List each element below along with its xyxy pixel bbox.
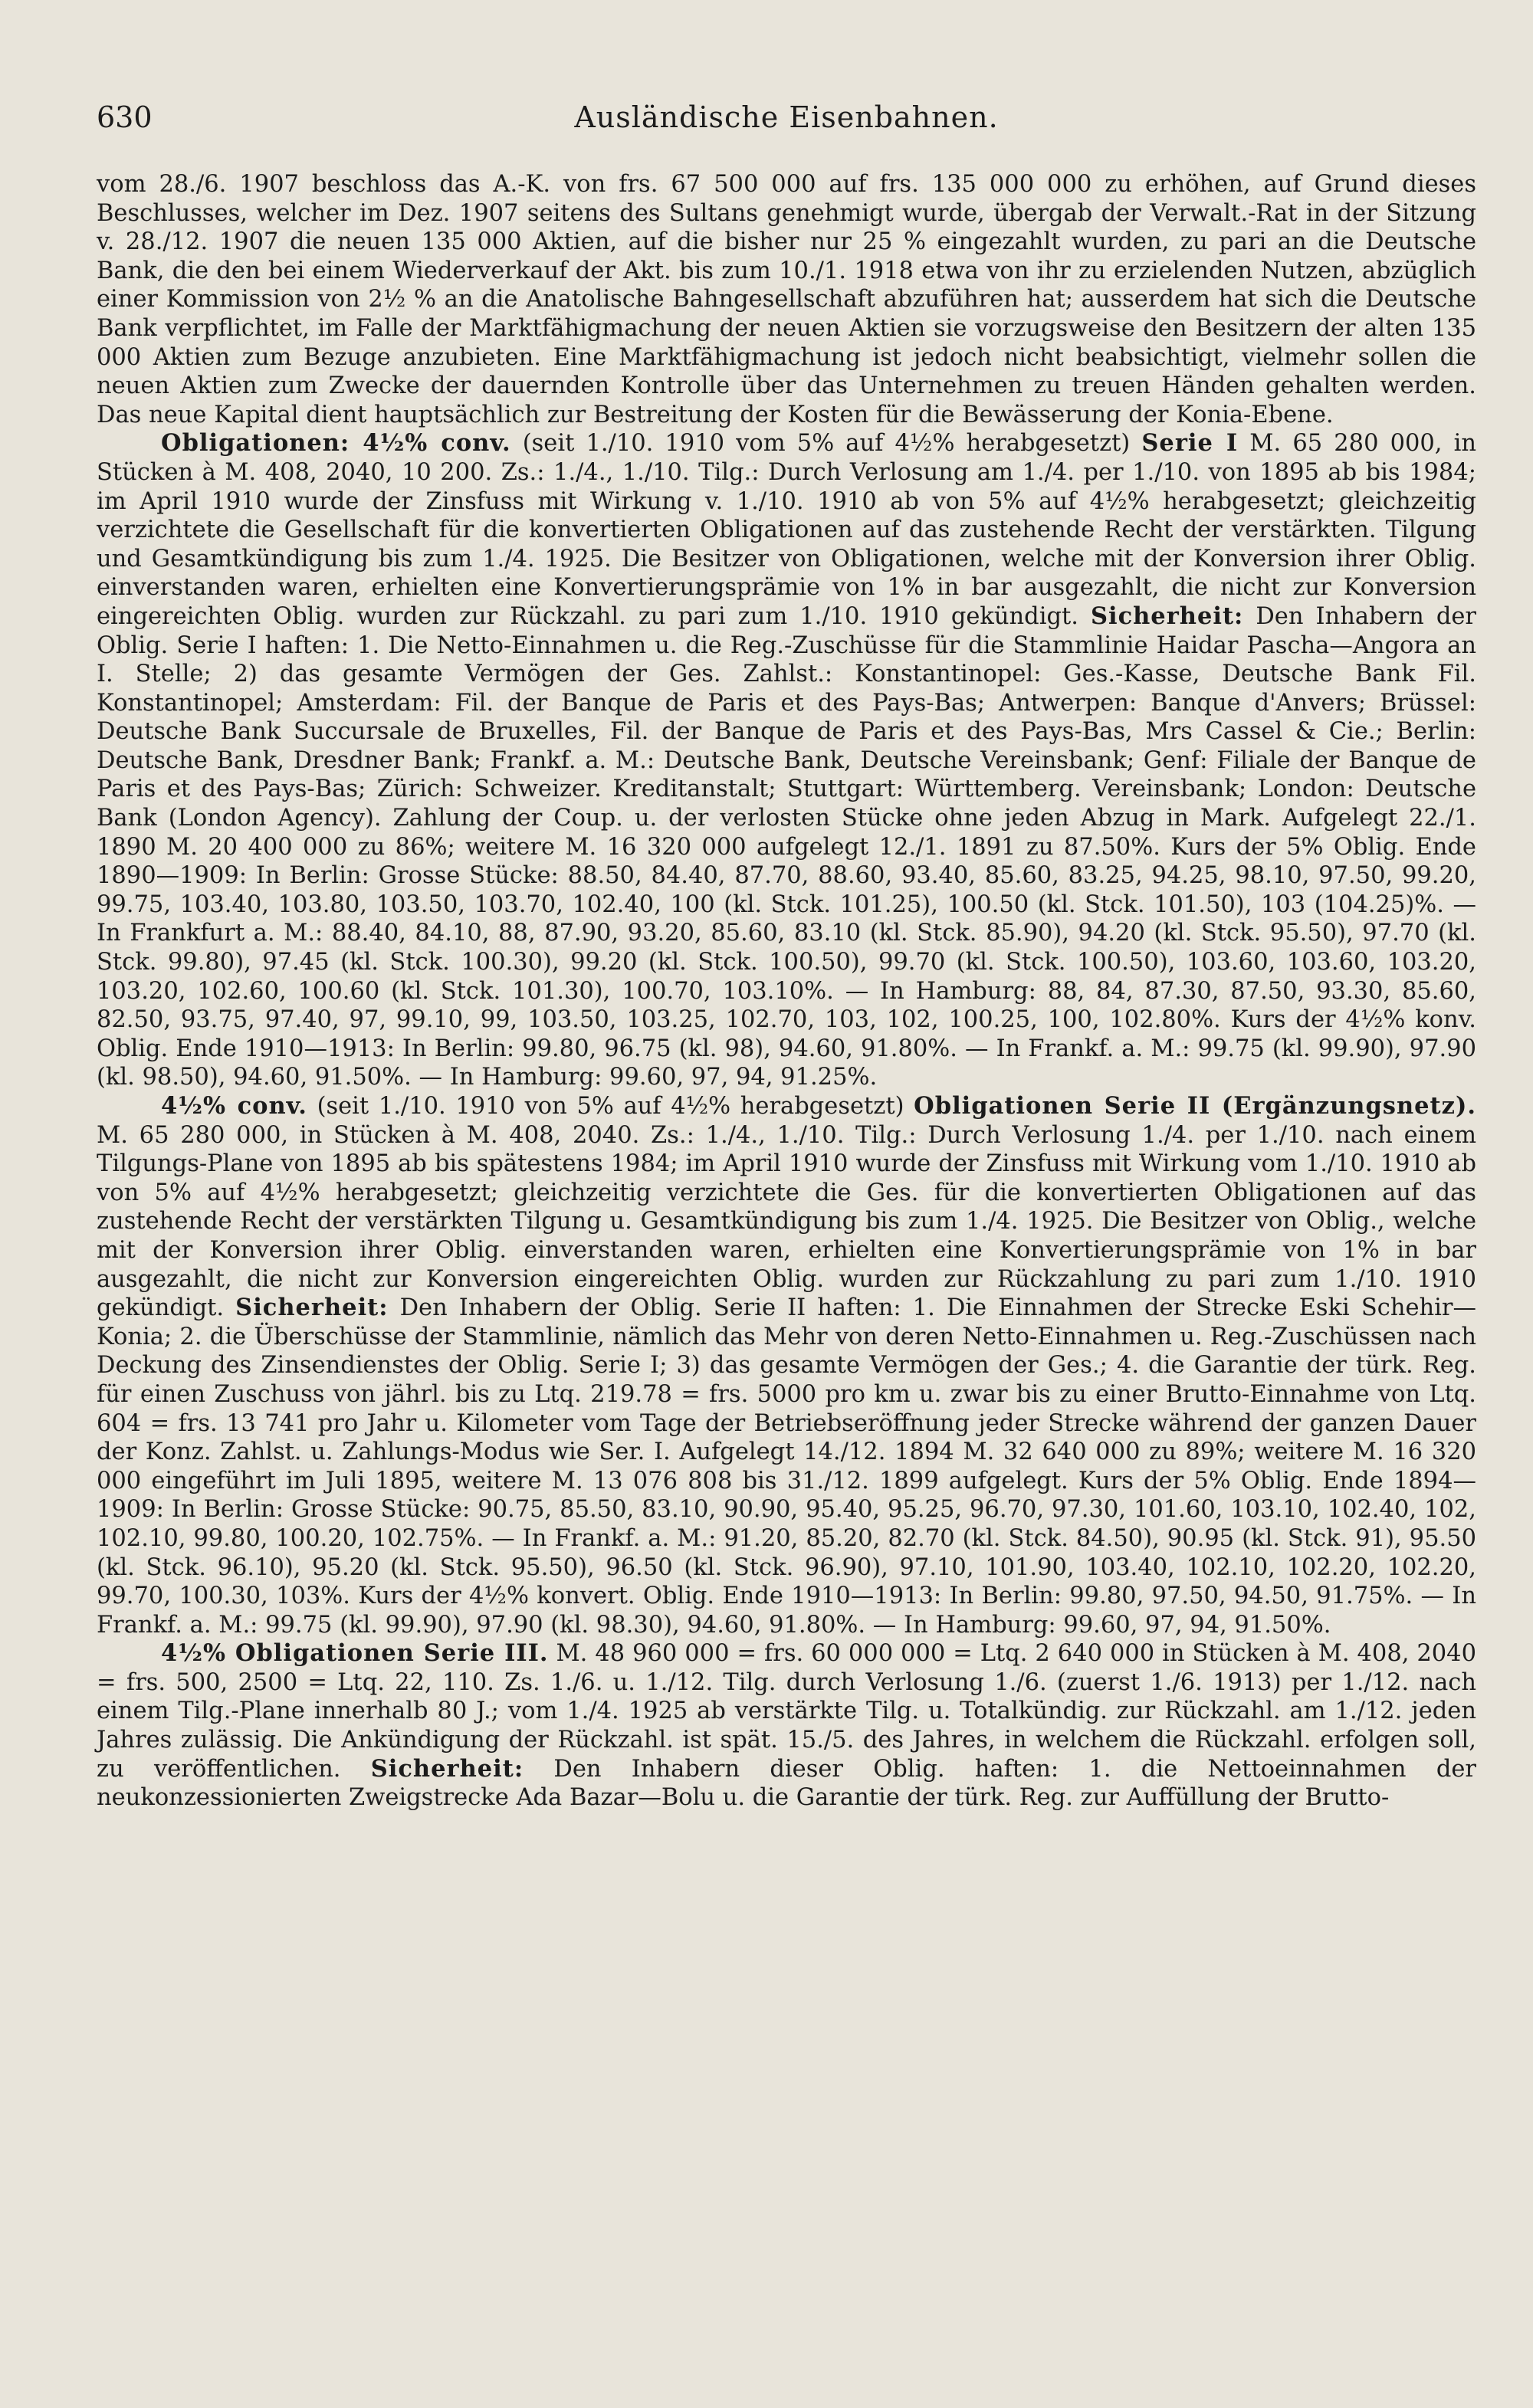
bold-heading: Sicherheit: — [1090, 602, 1244, 630]
bold-heading: Sicherheit: — [370, 1754, 524, 1783]
text-run: (seit 1./10. 1910 vom 5% auf 4½% herabgesetzt) — [510, 430, 1142, 458]
paragraph — [97, 1092, 1476, 1639]
running-title: Ausländische Eisenbahnen. — [574, 100, 999, 134]
page-header — [97, 90, 1476, 144]
bold-heading: Sicherheit: — [235, 1294, 389, 1322]
paragraph — [97, 170, 1476, 429]
paragraph — [97, 429, 1476, 1092]
text-run: Den Inhabern der Oblig. Serie II haften: 1. Die Einnahmen der Strecke Eski Schehir—Konia; 2. die Überschüsse der Stammlinie, nämlich das Mehr von deren Netto-Einnahmen u. Reg.-Zuschüssen nach Deckung des Zinsendienstes der Oblig. Serie I; 3) das gesamte Vermögen der Ges.; 4. die Garantie der türk. Reg. für einen Zuschuss von jährl. bis zu Ltq. 219.78 = frs. 5000 pro km u. zwar bis zu einer Brutto-Einnahme von Ltq. 604 = frs. 13 741 pro Jahr u. Kilometer vom Tage der Betriebseröffnung jeder Strecke während der ganzen Dauer der Konz. Zahlst. u. Zahlungs-Modus wie Ser. I. Aufgelegt 14./12. 1894 M. 32 640 000 zu 89%; weitere M. 16 320 000 eingeführt im Juli 1895, weitere M. 13 076 808 bis 31./12. 1899 aufgelegt. Kurs der 5% Oblig. Ende 1894—1909: In Berlin: Grosse Stücke: 90.75, 85.50, 83.10, 90.90, 95.40, 95.25, 96.70, 97.30, 101.60, 103.10, 102.40, 102, 102.10, 99.80, 100.20, 102.75%. — In Frankf. a. M.: 91.20, 85.20, 82.70 (kl. Stck. 84.50), 90.95 (kl. Stck. 91), 95.50 (kl. Stck. 96.10), 95.20 (kl. Stck. 95.50), 96.50 (kl. Stck. 96.90), 97.10, 101.90, 103.40, 102.10, 102.20, 102.20, 99.70, 100.30, 103%. Kurs der 4½% konvert. Oblig. Ende 1910—1913: In Berlin: 99.80, 97.50, 94.50, 91.75%. — In Frankf. a. M.: 99.75 (kl. 99.90), 97.90 (kl. 98.30), 94.60, 91.80%. — In Hamburg: 99.60, 97, 94, 91.50%. — [97, 1294, 1477, 1639]
body-text — [97, 170, 1476, 1813]
bold-heading: 4½% Obligationen Serie III. — [161, 1639, 549, 1668]
page-number: 630 — [97, 100, 153, 134]
text-run: M. 65 280 000, in Stücken à M. 408, 2040. Zs.: 1./4., 1./10. Tilg.: Durch Verlosung 1./4. per 1./10. nach einem Tilgungs-Plane von 1895 ab bis spätestens 1984; im April 1910 wurde der Zinsfuss mit Wirkung vom 1./10. 1910 ab von 5% auf 4½% herabgesetzt; gleichzeitig verzichtete die Ges. für die konvertierten Obligationen auf das zustehende Recht der verstärkten Tilgung u. Gesamtkündigung bis zum 1./4. 1925. Die Besitzer von Oblig., welche mit der Konversion ihrer Oblig. einverstanden waren, erhielten eine Konvertierungsprämie von 1% in bar ausgezahlt, die nicht zur Konversion eingereichten Oblig. wurden zur Rückzahlung zu pari zum 1./10. 1910 gekündigt. — [97, 1121, 1476, 1322]
bold-heading: 4½% conv. — [161, 1092, 307, 1120]
text-run: Den Inhabern dieser Oblig. haften: 1. die Nettoeinnahmen der neukonzessionierten Zweigstrecke Ada Bazar—Bolu u. die Garantie der türk. Reg. zur Auffüllung der Brutto- — [97, 1755, 1476, 1812]
text-run: M. 65 280 000, in Stücken à M. 408, 2040, 10 200. Zs.: 1./4., 1./10. Tilg.: Durch Verlosung am 1./4. per 1./10. von 1895 ab bis 1984; im April 1910 wurde der Zinsfuss mit Wirkung v. 1./10. 1910 ab von 5% auf 4½% herabgesetzt; gleichzeitig verzichtete die Gesellschaft für die konvertierten Obligationen auf das zustehende Recht der verstärkten. Tilgung und Gesamtkündigung bis zum 1./4. 1925. Die Besitzer von Obligationen, welche mit der Konversion ihrer Oblig. einverstanden waren, erhielten eine Konvertierungsprämie von 1% in bar ausgezahlt, die nicht zur Konversion eingereichten Oblig. wurden zur Rückzahl. zu pari zum 1./10. 1910 gekündigt. — [97, 430, 1476, 630]
bold-heading: Obligationen: 4½% conv. — [161, 429, 511, 458]
text-run: Den Inhabern der Oblig. Serie I haften: 1. Die Netto-Einnahmen u. die Reg.-Zuschüsse für die Stammlinie Haidar Pascha—Angora an I. Stelle; 2) das gesamte Vermögen der Ges. Zahlst.: Konstantinopel: Ges.-Kasse, Deutsche Bank Fil. Konstantinopel; Amsterdam: Fil. der Banque de Paris et des Pays-Bas; Antwerpen: Banque d'Anvers; Brüssel: Deutsche Bank Succursale de Bruxelles, Fil. der Banque de Paris et des Pays-Bas, Mrs Cassel & Cie.; Berlin: Deutsche Bank, Dresdner Bank; Frankf. a. M.: Deutsche Bank, Deutsche Vereinsbank; Genf: Filiale der Banque de Paris et des Pays-Bas; Zürich: Schweizer. Kreditanstalt; Stuttgart: Württemberg. Vereinsbank; London: Deutsche Bank (London Agency). Zahlung der Coup. u. der verlosten Stücke ohne jeden Abzug in Mark. Aufgelegt 22./1. 1890 M. 20 400 000 zu 86%; weitere M. 16 320 000 aufgelegt 12./1. 1891 zu 87.50%. Kurs der 5% Oblig. Ende 1890—1909: In Berlin: Grosse Stücke: 88.50, 84.40, 87.70, 88.60, 93.40, 85.60, 83.25, 94.25, 98.10, 97.50, 99.20, 99.75, 103.40, 103.80, 103.50, 103.70, 102.40, 100 (kl. Stck. 101.25), 100.50 (kl. Stck. 101.50), 103 (104.25)%. — In Frankfurt a. M.: 88.40, 84.10, 88, 87.90, 93.20, 85.60, 83.10 (kl. Stck. 85.90), 94.20 (kl. Stck. 95.50), 97.70 (kl. Stck. 99.80), 97.45 (kl. Stck. 100.30), 99.20 (kl. Stck. 100.50), 99.70 (kl. Stck. 100.50), 103.60, 103.60, 103.20, 103.20, 102.60, 100.60 (kl. Stck. 101.30), 100.70, 103.10%. — In Hamburg: 88, 84, 87.30, 87.50, 93.30, 85.60, 82.50, 93.75, 97.40, 97, 99.10, 99, 103.50, 103.25, 102.70, 103, 102, 100.25, 100, 102.80%. Kurs der 4½% konv. Oblig. Ende 1910—1913: In Berlin: 99.80, 96.75 (kl. 98), 94.60, 91.80%. — In Frankf. a. M.: 99.75 (kl. 99.90), 97.90 (kl. 98.50), 94.60, 91.50%. — In Hamburg: 99.60, 97, 94, 91.25%. — [97, 602, 1477, 1091]
bold-heading: Serie I — [1141, 429, 1239, 458]
paragraph — [97, 1639, 1476, 1813]
text-run: (seit 1./10. 1910 von 5% auf 4½% herabgesetzt) — [307, 1093, 914, 1120]
bold-heading: Obligationen Serie II (Ergänzungsnetz). — [914, 1092, 1477, 1120]
text-run: vom 28./6. 1907 beschloss das A.-K. von frs. 67 500 000 auf frs. 135 000 000 zu erhöhen, auf Grund dieses Beschlusses, welcher im Dez. 1907 seitens des Sultans genehmigt wurde, übergab der Verwalt.-Rat in der Sitzung v. 28./12. 1907 die neuen 135 000 Aktien, auf die bisher nur 25 % eingezahlt wurden, zu pari an die Deutsche Bank, die den bei einem Wiederverkauf der Akt. bis zum 10./1. 1918 etwa von ihr zu erzielenden Nutzen, abzüglich einer Kommission von 2½ % an die Anatolische Bahngesellschaft abzuführen hat; ausserdem hat sich die Deutsche Bank verpflichtet, im Falle der Marktfähigmachung der neuen Aktien sie vorzugsweise den Besitzern der alten 135 000 Aktien zum Bezuge anzubieten. Eine Marktfähigmachung ist jedoch nicht beabsichtigt, vielmehr sollen die neuen Aktien zum Zwecke der dauernden Kontrolle über das Unternehmen zu treuen Händen gehalten werden. Das neue Kapital dient hauptsächlich zur Bestreitung der Kosten für die Bewässerung der Konia-Ebene. — [97, 171, 1476, 428]
text-run: M. 48 960 000 = frs. 60 000 000 = Ltq. 2 640 000 in Stücken à M. 408, 2040 = frs. 500, 2500 = Ltq. 22, 110. Zs. 1./6. u. 1./12. Tilg. durch Verlosung 1./6. (zuerst 1./6. 1913) per 1./12. nach einem Tilg.-Plane innerhalb 80 J.; vom 1./4. 1925 ab verstärkte Tilg. u. Totalkündig. zur Rückzahl. am 1./12. jeden Jahres zulässig. Die Ankündigung der Rückzahl. ist spät. 15./5. des Jahres, in welchem die Rückzahl. erfolgen soll, zu veröffentlichen. — [97, 1640, 1476, 1783]
